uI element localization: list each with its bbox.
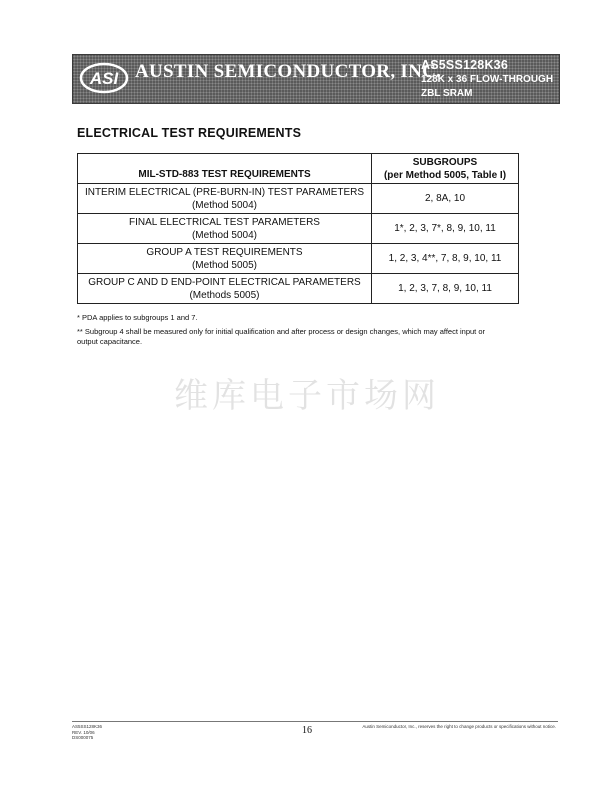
footer-code: DS000075: [72, 735, 94, 740]
part-number: AS5SS128K36: [421, 58, 508, 72]
requirement-name: INTERIM ELECTRICAL (PRE-BURN-IN) TEST PARAMETERS: [84, 186, 365, 198]
requirement-name: FINAL ELECTRICAL TEST PARAMETERS: [129, 216, 320, 228]
requirement-cell: [78, 244, 372, 274]
requirement-method: (Method 5004): [191, 229, 258, 241]
requirement-cell: [78, 184, 372, 214]
asi-logo: [79, 61, 129, 95]
part-description-line1: 128K x 36 FLOW-THROUGH: [421, 74, 554, 85]
footer-disclaimer: Austin Semiconductor, Inc., reserves the right to change products or specifications without notice.: [362, 724, 556, 729]
footnote-pda: * PDA applies to subgroups 1 and 7.: [77, 313, 198, 322]
requirement-method: (Methods 5005): [189, 289, 260, 301]
table-row: [78, 274, 519, 304]
table-row: [78, 214, 519, 244]
requirement-cell: [78, 214, 372, 244]
requirement-method: (Method 5004): [191, 199, 258, 211]
table-row: [78, 184, 519, 214]
col-header-requirements: MIL-STD-883 TEST REQUIREMENTS: [78, 154, 372, 184]
requirement-method: (Method 5005): [191, 259, 258, 271]
requirement-name: GROUP A TEST REQUIREMENTS: [146, 246, 303, 258]
footer-divider: [72, 721, 558, 722]
company-name: AUSTIN SEMICONDUCTOR, INC.: [135, 61, 442, 82]
col-header-subgroups: [372, 154, 519, 184]
col-header-subgroups-line1: SUBGROUPS: [412, 156, 478, 168]
subgroups-cell: 1, 2, 3, 4**, 7, 8, 9, 10, 11: [372, 244, 519, 274]
test-requirements-table: [77, 153, 519, 304]
part-info: [421, 58, 557, 100]
section-title: ELECTRICAL TEST REQUIREMENTS: [77, 126, 302, 140]
header-banner: [72, 54, 560, 104]
watermark: 维库电子市场网: [174, 376, 440, 416]
subgroups-cell: 1*, 2, 3, 7*, 8, 9, 10, 11: [372, 214, 519, 244]
footer-rev: REV. 10/06: [72, 729, 95, 735]
table-header-row: [78, 154, 519, 184]
requirement-name: GROUP C AND D END-POINT ELECTRICAL PARAMETERS: [88, 276, 361, 288]
footnote-subgroup4-line2: output capacitance.: [77, 337, 143, 346]
footnote-subgroup4-line1: ** Subgroup 4 shall be measured only for initial qualification and after process or design changes, which may affect input or: [77, 326, 486, 336]
subgroups-cell: 2, 8A, 10: [372, 184, 519, 214]
col-header-subgroups-line2: (per Method 5005, Table I): [383, 169, 507, 181]
footnotes: [77, 313, 527, 348]
logo-text: ASI: [89, 69, 119, 88]
table-row: [78, 244, 519, 274]
subgroups-cell: 1, 2, 3, 7, 8, 9, 10, 11: [372, 274, 519, 304]
part-description-line2: ZBL SRAM: [421, 88, 473, 99]
page-number: 16: [302, 725, 312, 736]
footer-doc-id: AS5SS128K36: [72, 724, 103, 729]
requirement-cell: [78, 274, 372, 304]
